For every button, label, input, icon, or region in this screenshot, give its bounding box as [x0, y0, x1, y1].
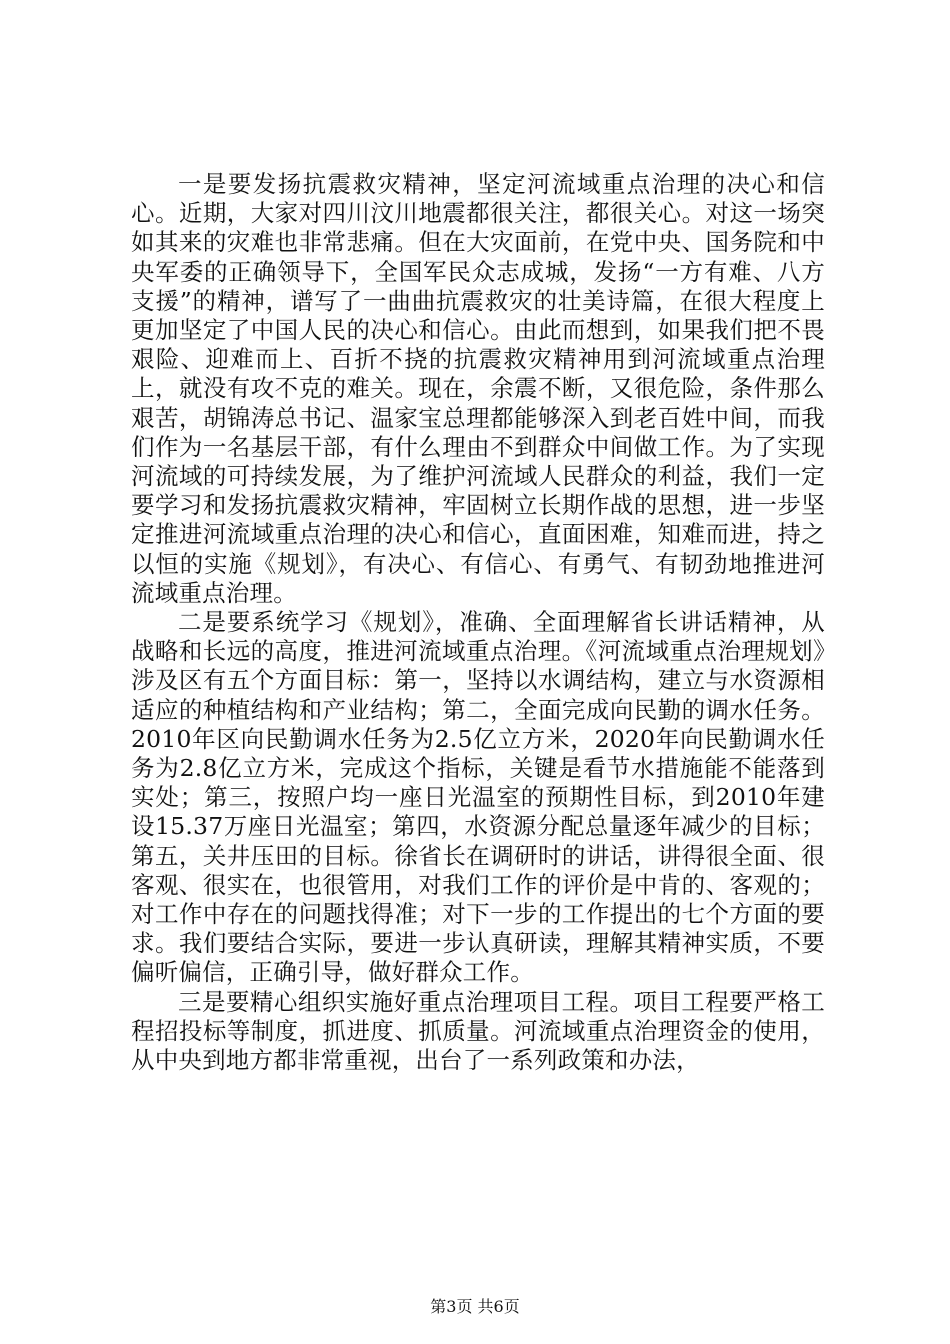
paragraph-3: 三是要精心组织实施好重点治理项目工程。项目工程要严格工程招投标等制度，抓进度、抓质量。河流域重点治理资金的使用，从中央到地方都非常重视，出台了一系列政策和办法， [131, 987, 825, 1075]
document-body [131, 170, 825, 1075]
page-footer: 第3页 共6页 [430, 1297, 520, 1316]
paragraph-1: 一是要发扬抗震救灾精神，坚定河流域重点治理的决心和信心。近期，大家对四川汶川地震都很关注，都很关心。对这一场突如其来的灾难也非常悲痛。但在大灾面前，在党中央、国务院和中央军委的正确领导下，全国军民众志成城，发扬“一方有难、八方支援”的精神，谱写了一曲曲抗震救灾的壮美诗篇，在很大程度上更加坚定了中国人民的决心和信心。由此而想到，如果我们把不畏艰险、迎难而上、百折不挠的抗震救灾精神用到河流域重点治理上，就没有攻不克的难关。现在，余震不断，又很危险，条件那么艰苦，胡锦涛总书记、温家宝总理都能够深入到老百姓中间，而我们作为一名基层干部，有什么理由不到群众中间做工作。为了实现河流域的可持续发展，为了维护河流域人民群众的利益，我们一定要学习和发扬抗震救灾精神，牢固树立长期作战的思想，进一步坚定推进河流域重点治理的决心和信心，直面困难，知难而进，持之以恒的实施《规划》，有决心、有信心、有勇气、有韧劲地推进河流域重点治理。 [131, 170, 825, 607]
paragraph-2: 二是要系统学习《规划》，准确、全面理解省长讲话精神，从战略和长远的高度，推进河流域重点治理。《河流域重点治理规划》涉及区有五个方面目标：第一，坚持以水调结构，建立与水资源相适应的种植结构和产业结构；第二，全面完成向民勤的调水任务。2010年区向民勤调水任务为2.5亿立方米，2020年向民勤调水任务为2.8亿立方米，完成这个指标，关键是看节水措施能不能落到实处；第三，按照户均一座日光温室的预期性目标，到2010年建设15.37万座日光温室；第四，水资源分配总量逐年减少的目标；第五，关井压田的目标。徐省长在调研时的讲话，讲得很全面、很客观、很实在，也很管用，对我们工作的评价是中肯的、客观的；对工作中存在的问题找得准；对下一步的工作提出的七个方面的要求。我们要结合实际，要进一步认真研读，理解其精神实质，不要偏听偏信，正确引导，做好群众工作。 [131, 608, 825, 987]
